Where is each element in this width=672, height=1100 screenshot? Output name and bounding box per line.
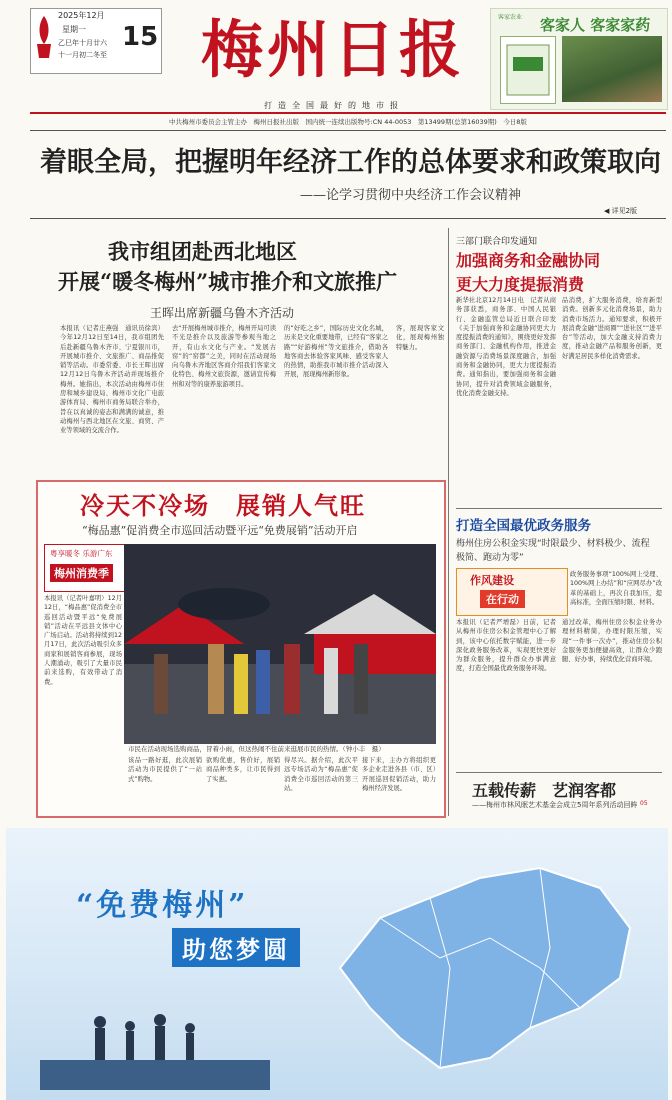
feature-headline[interactable]: 冷天不冷场 展销人气旺 xyxy=(80,491,366,520)
article-body: 本报讯（记者严增磊）日前，记者从梅州市住房公积金管理中心了解到，该中心依托数字赋能，进一步深化政务服务改革，实现更快更好为群众服务，提升群众办事满意度，打造全国最优政务服务环境。 xyxy=(456,619,556,673)
ad-photo xyxy=(562,36,662,102)
publication-meta: 中共梅州市委员会主管主办 梅州日报社出版 国内统一连续出版物号:CN 44-0053 第13499期(总第16039期) 今日8版 xyxy=(169,118,527,126)
article-body: 欲购优惠，售价好，展销商品种类多，让市民得到了实惠。 xyxy=(206,757,280,783)
newspaper-logo-icon xyxy=(34,14,54,60)
article-body: 客，展现客家文化，展现梅州独特魅力。 xyxy=(396,325,444,351)
article-subheadline: 王晖出席新疆乌鲁木齐活动 xyxy=(150,306,295,320)
badge-text: 在行动 xyxy=(480,590,525,608)
article-kicker: 三部门联合印发通知 xyxy=(456,237,538,247)
ad-slogan: 客家人 客家家药 xyxy=(540,16,651,34)
jump-link[interactable]: 05 xyxy=(640,800,648,807)
photo-caption: 市民在活动现场选购商品，冒着小雨，但这热闹不住前来逛展市民的热情。（钟小丰 摄） xyxy=(128,745,385,753)
main-headline[interactable]: 着眼全局，把握明年经济工作的总体要求和政策取向 xyxy=(40,147,661,178)
article-body: 的“好吃之乡”，国际历史文化名城，历来是文化重要地带，已经有“客家之路”“好游梅州”等文旅推介，借助各地客商去体验客家风味、感受客家人的热情，助推我市城市推介活动深入开展，展现梅州新形象。 xyxy=(284,325,388,379)
date-lunar: 十一月初二冬至 xyxy=(58,51,107,59)
ad-product-image xyxy=(500,36,556,104)
article-headline[interactable]: 更大力度提振消费 xyxy=(456,275,585,294)
feature-subheadline: “梅品惠”促消费全市巡回活动暨平远“免费展销”活动开启 xyxy=(82,524,358,537)
ad-slogan: 助您梦圆 xyxy=(172,928,300,967)
article-headline[interactable]: 加强商务和金融协同 xyxy=(456,251,601,270)
jump-link[interactable]: ◀ 详见2版 xyxy=(604,207,638,215)
article-body: 政务服务事项“100%网上受理、100%网上办结”和“应网尽办”改革的基础上，再次自我加压，提高标准，全面压缩时限、材料。 xyxy=(570,571,662,606)
article-body: 通过改革，梅州住房公积金业务办理材料精简，办理时限压缩，实现“一件事一次办”，推动住房公积金服务更加便捷高效，让群众少跑腿、好办事，持续优化营商环境。 xyxy=(562,619,662,664)
badge-text: 粤享暖冬 乐游广东 xyxy=(50,549,113,558)
article-headline[interactable]: 开展“暖冬梅州”城市推介和文旅推广 xyxy=(58,269,398,294)
map-illustration xyxy=(320,848,650,1078)
article-body: 得尽兴。据介绍，此次平远专场活动为“梅品惠”促消费全市巡回活动的第三站。 xyxy=(284,757,358,792)
feature-photo xyxy=(124,544,436,744)
article-body: 该品一路好逛，此次展销活动为市民提供了“一站式”购物。 xyxy=(128,757,202,783)
column-divider xyxy=(448,228,449,816)
article-body: 本报讯（记者庄燕强 通讯员徐宾）今年12月12日至14日，我市组团先后赴新疆乌鲁木齐市、宁夏银川市，开展城市推介、文旅推广、商品推促销等活动。市委常委、市长王晖出席12月12日乌鲁木齐活动并现场推介梅州。她指出，本次活动由梅州市住房和城乡建设局、梅州市文化广电旅游体育局、梅州市商务局联合举办，旨在以真诚的姿态和满满的诚意，推动梅州与西北地区在文旅、商贸、产业等领域的交流合作。 xyxy=(60,325,164,435)
date-weekday: 星期一 xyxy=(62,25,86,34)
divider xyxy=(30,218,666,219)
article-body: 接下来，主办方将组织更多企业走进各县（市、区）开展巡回促销活动，助力梅州经济发展。 xyxy=(362,757,436,792)
badge-text: 作风建设 xyxy=(470,574,514,587)
article-headline[interactable]: 我市组团赴西北地区 xyxy=(108,239,297,264)
date-lunar: 乙巳年十月廿六 xyxy=(58,39,107,47)
date-day: 15 xyxy=(122,22,159,52)
article-body: 品消费，扩大服务消费，培育新型消费。创新多元化消费场景，助力消费市场活力。通知要求，积极开展消费金融“进商圈”“进社区”“进平台”等活动，加大金融支持消费力度，推动金融产品和服务创新，更好满足居民多样化消费需求。 xyxy=(562,297,662,360)
article-headline[interactable]: 打造全国最优政务服务 xyxy=(456,518,591,534)
article-subheadline: ——梅州市林风眠艺术基金会成立5周年系列活动回眸 xyxy=(472,801,638,809)
article-body: 新华社北京12月14日电 记者从商务部获悉，商务部、中国人民银行、金融监管总局近日联合印发《关于加强商务和金融协同更大力度提振消费的通知》，围绕更好发挥商务部门、金融机构作用，推进金融资源与消费场景深度融合，加强商务和金融协同，更大力度提振消费。通知指出，要加强商务和金融协同，提升对消费领域金融服务，优化消费金融支持。 xyxy=(456,297,556,397)
masthead-title: 梅州日报 xyxy=(200,13,465,86)
article-body: 本报讯（记者叶嘉明）12月12日，“梅品惠”促消费全市巡回活动暨平远“免费展销”活动在平远县文体中心广场启动。活动将持续到12月17日，此次活动吸引众多商家和展销客商参展，现场人潮涌动，吸引了大量市民前来选购，有效带动了消费。 xyxy=(44,595,122,686)
divider xyxy=(30,112,666,114)
divider xyxy=(30,130,666,131)
article-body: 去“开展梅州城市推介，梅州开局可读不光是推介以及旅游等参观当地之开，有山水文化与产业。“发展古窑”的“窑都”之美，同时在活动现场向乌鲁木齐地区客商介绍我们客家文化特色、梅州文旅资源，邀请宣传梅州和对等的康养旅游项目。 xyxy=(172,325,276,388)
divider xyxy=(456,508,662,509)
ad-brand: 客家农业 xyxy=(498,14,523,21)
date-year: 2025年12月 xyxy=(58,11,105,20)
article-subheadline: 极简、跑动为零” xyxy=(456,553,524,563)
article-subheadline: 梅州住房公积金实现“时限最少、材料极少、流程 xyxy=(456,539,650,549)
main-subheadline: ——论学习贯彻中央经济工作会议精神 xyxy=(300,188,522,203)
badge-text: 梅州消费季 xyxy=(50,564,113,582)
masthead-tagline: 打造全国最好的地市报 xyxy=(264,101,404,110)
silhouette-illustration xyxy=(40,1000,270,1090)
ad-slogan: “免费梅州” xyxy=(76,888,249,923)
article-headline[interactable]: 五载传薪 艺润客都 xyxy=(472,781,617,800)
divider xyxy=(456,772,662,773)
